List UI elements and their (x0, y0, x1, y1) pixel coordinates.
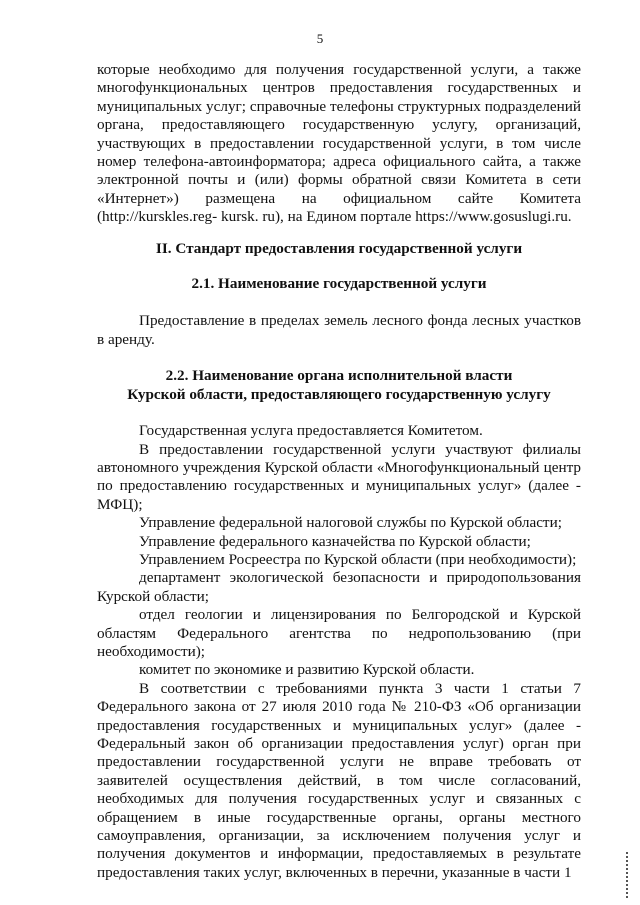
page-number: 5 (316, 31, 324, 46)
subsection-heading-2-2-line2: Курской области, предоставляющего государственную услугу (127, 385, 551, 403)
subsection-heading-2-1: 2.1. Наименование государственной услуги (191, 275, 487, 293)
section-heading: II. Стандарт предоставления государственной услуги (155, 239, 523, 257)
body-paragraph: В предоставлении государственной услуги участвуют филиалы автономного учреждения Курской области «Многофункциональный центр по предоставлению государственных и муниципальных услуг» (далее - МФЦ); (97, 440, 581, 513)
body-paragraph: Управление федерального казначейства по Курской области; (139, 532, 531, 550)
body-paragraph: Управление федеральной налоговой службы по Курской области; (139, 514, 562, 532)
document-body (97, 61, 581, 882)
body-paragraph: Управлением Росреестра по Курской области (при необходимости); (139, 550, 577, 568)
service-name-paragraph: Предоставление в пределах земель лесного фонда лесных участков в аренду. (97, 312, 581, 348)
body-paragraph: комитет по экономике и развитию Курской области. (139, 661, 475, 679)
body-paragraph: департамент экологической безопасности и природопользования Курской области; (97, 569, 581, 605)
body-paragraph: Государственная услуга предоставляется Комитетом. (139, 422, 483, 440)
intro-paragraph: которые необходимо для получения государственной услуги, а также многофункциональных центров предоставления государственных и муниципальных услуг; справочные телефоны структурных подразделений органа, предоставляющего государственную услугу, организаций, участвующих в предоставлении государственной услуги, в том числе номер телефона-автоинформатора; адреса официального сайта, а также электронной почты и (или) формы обратной связи Комитета в сети «Интернет») размещена на официальном сайте Комитета (http://kurskles.reg- kursk. ru), на Едином портале https://www.gosuslugi.ru. (97, 61, 581, 226)
body-paragraph: отдел геологии и лицензирования по Белгородской и Курской областям Федерального агентства по недропользованию (при необходимости); (97, 606, 581, 660)
body-paragraph: В соответствии с требованиями пункта 3 части 1 статьи 7 Федерального закона от 27 июля 2010 года № 210-ФЗ «Об организации предоставления государственных и муниципальных услуг» (далее - Федеральный закон об организации предоставления услуг) орган при предоставлении государственной услуги не вправе требовать от заявителей осуществления действий, в том числе согласований, необходимых для получения государственных услуг и связанных с обращением в иные государственные органы, органы местного самоуправления, организации, за исключением получения услуг и получения документов и информации, предоставляемых в результате предоставления таких услуг, включенных в перечни, указанные в части 1 (97, 679, 581, 881)
margin-mark (626, 852, 630, 898)
subsection-heading-2-2-line1: 2.2. Наименование органа исполнительной власти (165, 367, 513, 385)
